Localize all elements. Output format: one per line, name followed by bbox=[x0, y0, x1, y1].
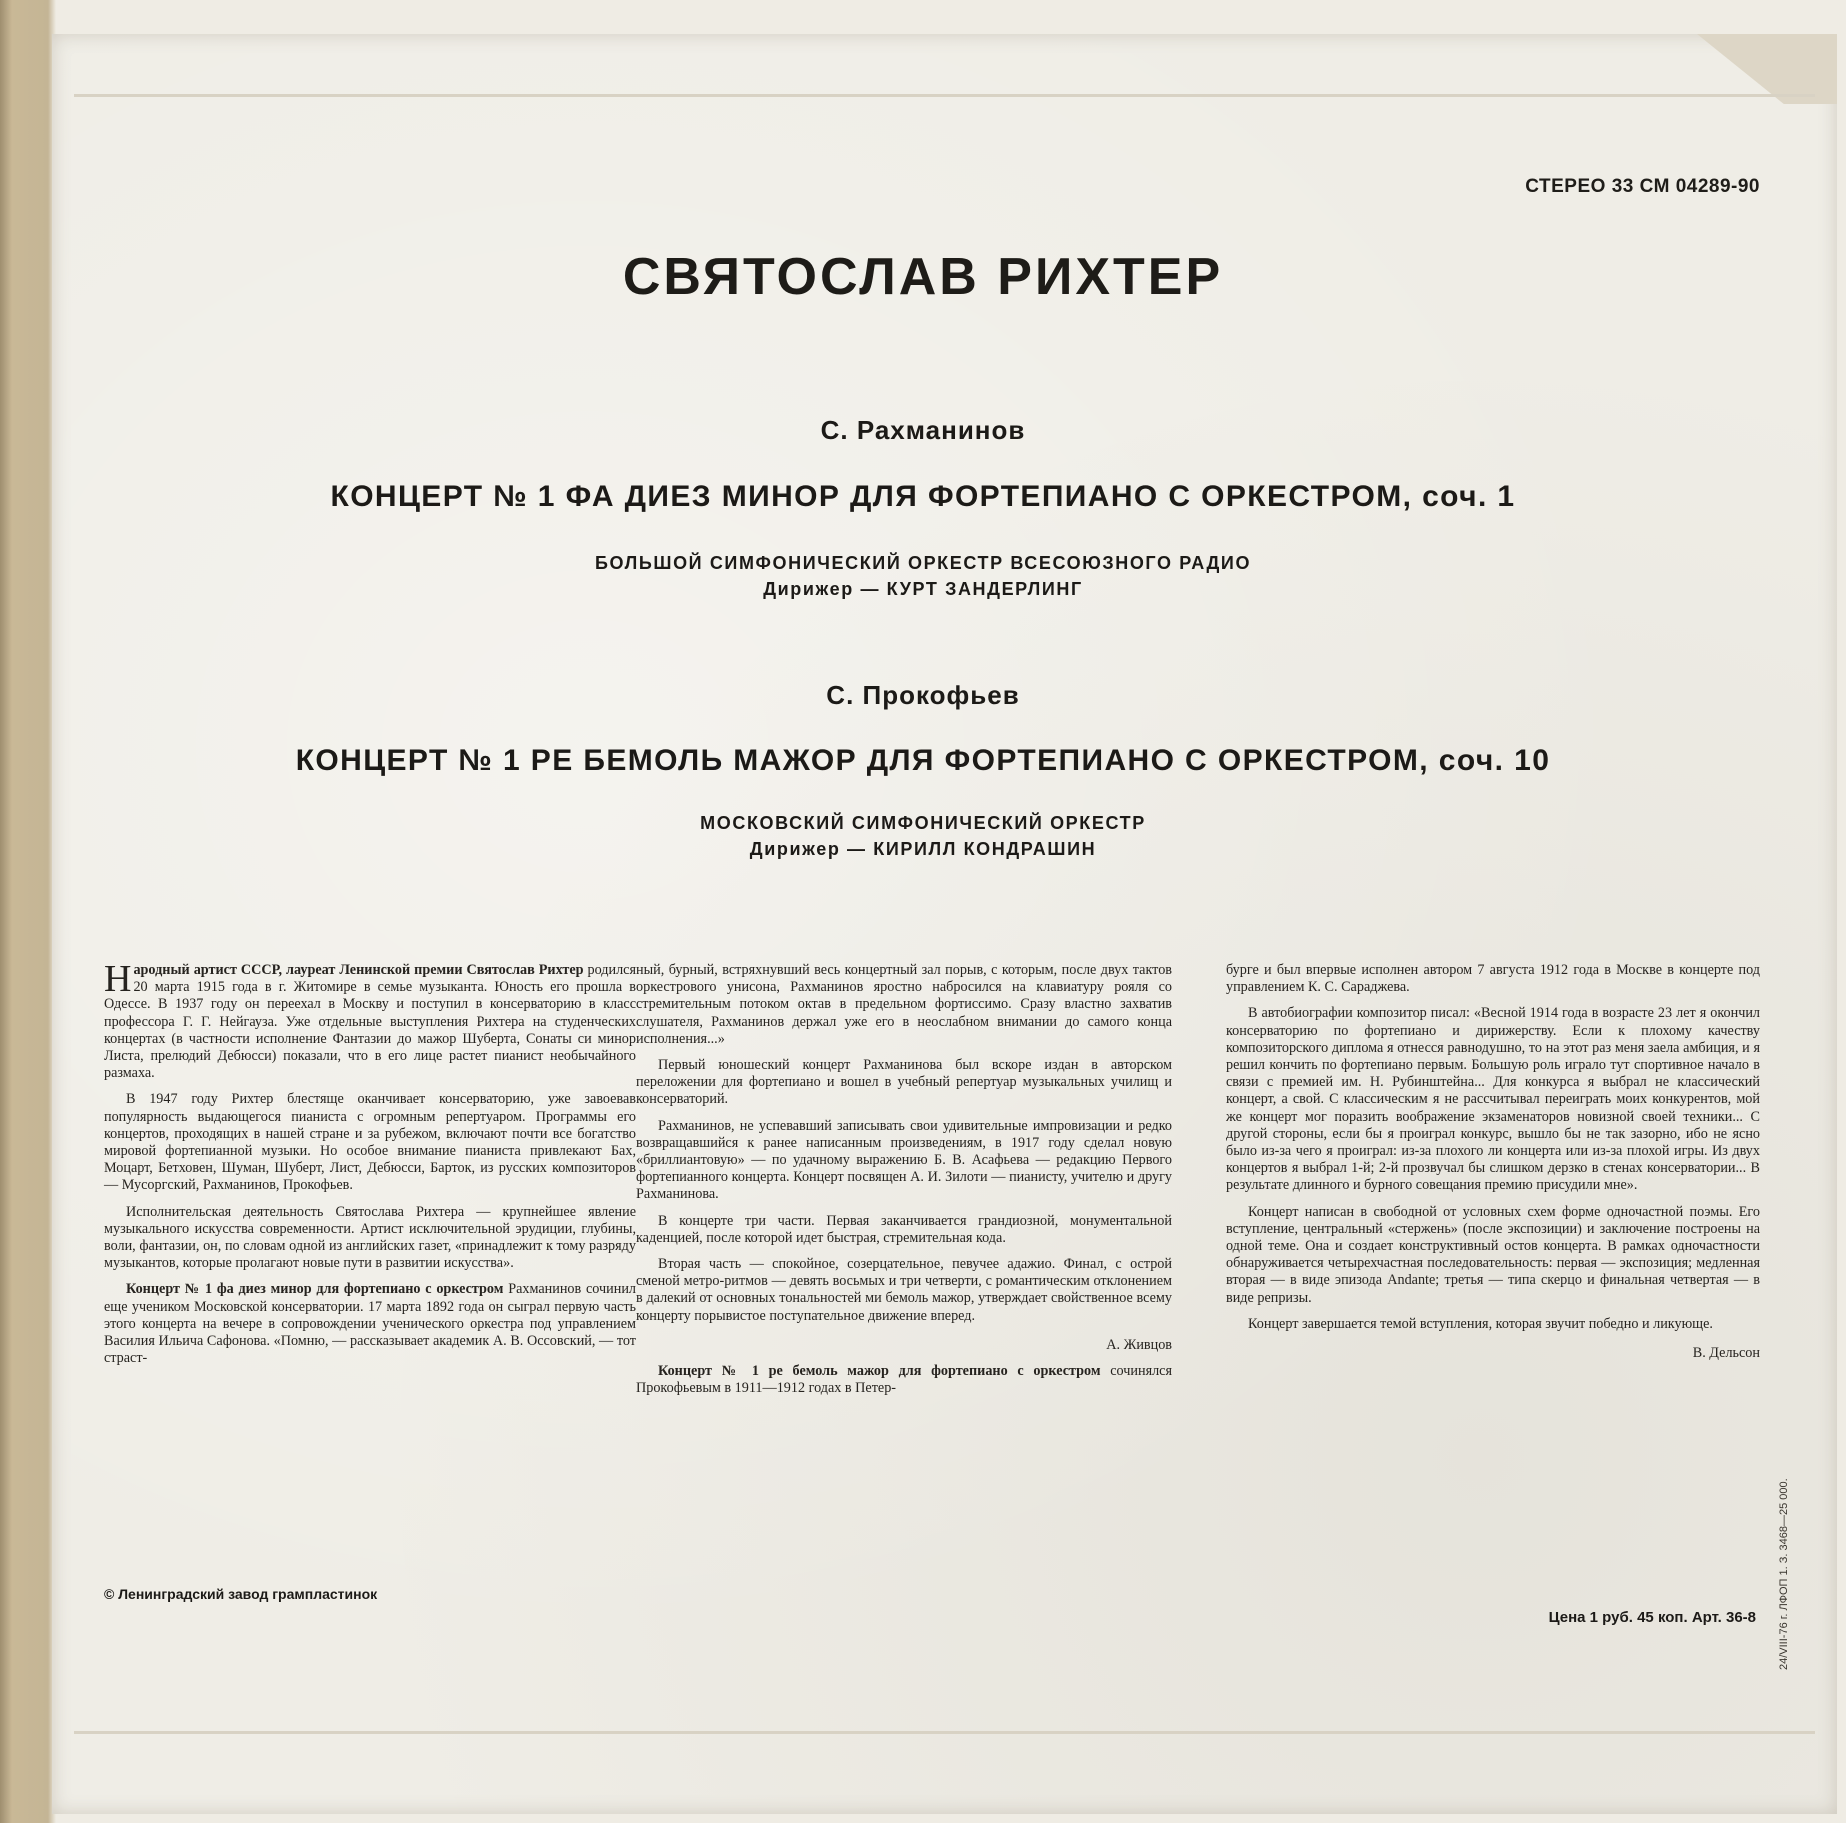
paragraph: Концерт написан в свободной от условных схем форме одночастной поэмы. Его вступление, центральный «стержень» (после экспозиции) и заключение построены на одной теме. Она и создает конструктивный остов концерта. В рамках одночастности обнаруживается четырехчастная последовательность: первая — экспозиция; медленная вторая — в виде эпизода Andante; третья — типа скерцо и финальная четвертая — в виде репризы. bbox=[1226, 1203, 1760, 1306]
paragraph: Вторая часть — спокойное, созерцательное, певучее адажио. Финал, с острой сменой метро-ритмов — девять восьмых и три четверти, с романтическим отклонением в далекий от основных тональностей ми бемоль мажор, утверждает свойственное всему концерту порывистое поступательное движение вперед. bbox=[636, 1256, 1172, 1324]
bottom-seam bbox=[74, 1731, 1815, 1734]
paragraph: В концерте три части. Первая заканчивается грандиозной, монументальной каденцией, после которой идет быстрая, стремительная кода. bbox=[636, 1212, 1172, 1246]
paragraph: Первый юношеский концерт Рахманинова был вскоре издан в авторском переложении для фортепиано и вошел в учебный репертуар музыкальных училищ и консерваторий. bbox=[636, 1057, 1172, 1108]
print-code: 24/VIII-76 г. ЛФОП 1. З. 3468—25 000. bbox=[1778, 1478, 1790, 1670]
price-label: Цена 1 руб. 45 коп. Арт. 36-8 bbox=[1548, 1609, 1756, 1626]
conductor-name: Дирижер — КИРИЛЛ КОНДРАШИН bbox=[749, 839, 1097, 859]
drop-cap: Н bbox=[104, 958, 132, 1000]
paragraph-text: сочинялся Прокофьевым в 1911—1912 годах в Петер- bbox=[636, 1363, 1172, 1397]
copyright-notice: © Ленинградский завод грампластинок bbox=[104, 1586, 378, 1602]
paragraph: ный, бурный, встряхнувший весь концертный зал порыв, с которым, после двух тактов оркестрового унисона, Рахманинов яростно набросился на клавиатуру рояля со стремительным потоком октав в предельном фортиссимо. Сразу властно захватив слушателя, Рахманинов держал уже его в неослабном внимании до самого конца исполнения...» bbox=[636, 962, 1172, 1047]
paragraph: В 1947 году Рихтер блестяще оканчивает консерваторию, уже завоевав популярность выдающегося пианиста с огромным репертуаром. Программы его концертов, проходящих в нашей стране и за рубежом, включают почти все богатство мировой фортепианной музыки. Но особое внимание пианиста привлекают Бах, Моцарт, Бетховен, Шуман, Шуберт, Лист, Дебюсси, Барток, из русских композиторов — Мусоргский, Рахманинов, Прокофьев. bbox=[104, 1091, 636, 1194]
work-title-rachmaninov: КОНЦЕРТ № 1 ФА ДИЕЗ МИНОР ДЛЯ ФОРТЕПИАНО С ОРКЕСТРОМ, соч. 1 bbox=[330, 480, 1516, 513]
author-signature: В. Дельсон bbox=[1692, 1345, 1760, 1362]
paragraph-text: Рахманинов сочинил еще учеником Московской консерватории. 17 марта 1892 года он сыграл первую часть этого концерта на вечере в сопровождении ученического оркестра под управлением Василия Ильича Сафонова. «Помню, — рассказывает академик А. В. Оссовский, — тот страст- bbox=[104, 1281, 636, 1367]
work-title-prokofiev: КОНЦЕРТ № 1 РЕ БЕМОЛЬ МАЖОР ДЛЯ ФОРТЕПИАНО С ОРКЕСТРОМ, соч. 10 bbox=[295, 744, 1551, 777]
lead-text: ародный артист СССР, лауреат Ленинской премии Святослав Рихтер bbox=[133, 962, 584, 978]
author-signature: А. Живцов bbox=[1106, 1336, 1172, 1353]
lead-text: Концерт № 1 фа диез минор для фортепиано с оркестром bbox=[126, 1281, 504, 1298]
artist-name: СВЯТОСЛАВ РИХТЕР bbox=[622, 248, 1224, 306]
performers-rachmaninov bbox=[0, 550, 1846, 602]
conductor-name: Дирижер — КУРТ ЗАНДЕРЛИНГ bbox=[763, 579, 1083, 599]
paragraph: Рахманинов, не успевавший записывать свои удивительные импровизации и редко возвращавшийся к ранее написанным произведениям, в 1917 году сделал новую «бриллиантовую» — по удачному выражению Б. В. Асафьева — редакцию Первого фортепианного концерта. Концерт посвящен А. И. Зилоти — пианисту, учителю и другу Рахманинова. bbox=[636, 1117, 1172, 1203]
paragraph bbox=[636, 1363, 1172, 1397]
paragraph bbox=[104, 958, 636, 1082]
liner-notes-column-3 bbox=[1226, 962, 1760, 1371]
lead-text: Концерт № 1 ре бемоль мажор для фортепиано с оркестром bbox=[658, 1363, 1101, 1380]
liner-notes-column-2 bbox=[636, 962, 1172, 1406]
paragraph-text: родился 20 марта 1915 года в г. Житомире в семье музыканта. Юность его прошла в Одессе. В 1937 году он переехал в Москву и поступил в консерваторию в класс профессора Г. Г. Нейгауза. Уже отдельные выступления Рихтера на студенческих концертах (в частности исполнение Фантазии до мажор Шуберта, Сонаты си минор Листа, прелюдий Дебюсси) показали, что в его лице растет пианист необычайного размаха. bbox=[104, 962, 636, 1082]
paragraph: Концерт завершается темой вступления, которая звучит победно и ликующе. bbox=[1248, 1315, 1713, 1332]
composer-prokofiev: С. Прокофьев bbox=[826, 680, 1020, 710]
paragraph: Исполнительская деятельность Святослава Рихтера — крупнейшее явление музыкального искусства современности. Артист исключительной эрудиции, глубины, воли, фантазии, он, по словам одной из английских газет, «принадлежит к тому разряду музыкантов, которые пролагают новые пути в развитии искусства». bbox=[104, 1203, 636, 1272]
orchestra-name: БОЛЬШОЙ СИМФОНИЧЕСКИЙ ОРКЕСТР ВСЕСОЮЗНОГО РАДИО bbox=[594, 553, 1252, 573]
orchestra-name: МОСКОВСКИЙ СИМФОНИЧЕСКИЙ ОРКЕСТР bbox=[700, 813, 1146, 833]
performers-prokofiev bbox=[0, 810, 1846, 862]
liner-notes-column-1 bbox=[104, 958, 636, 1376]
paragraph: В автобиографии композитор писал: «Весной 1914 года в возрасте 23 лет я окончил консерваторию по фортепиано и дирижерству. Если к плохому качеству композиторского диплома я отнесся равнодушно, то на этот раз меня заела амбиция, и я решил кончить по фортепиано первым. Большую роль играло тут спортивное начало в связи с премией им. Н. Рубинштейна... Для конкурса я выбрал не классический концерт, а свой. С классическим я не рассчитывал переиграть моих конкурентов, мой же концерт мог поразить воображение экзаменаторов новизной своей техники... С другой стороны, если бы я проиграл конкурс, вышло бы не так зазорно, ибо не ясно было из-за чего я проиграл: из-за плохого ли концерта или из-за плохой игры. Из двух концертов я выбрал 1-й; 2-й прозвучал бы слишком дерзко в стенах консерватории... В результате длинного и бурного совещания премию присудили мне». bbox=[1226, 1005, 1760, 1194]
paragraph bbox=[104, 1281, 636, 1367]
paragraph: бурге и был впервые исполнен автором 7 августа 1912 года в Москве в концерте под управлением К. С. Сараджева. bbox=[1226, 962, 1760, 996]
top-seam bbox=[74, 94, 1815, 97]
catalog-number: СТЕРЕО 33 СМ 04289-90 bbox=[1525, 176, 1760, 197]
composer-rachmaninov: С. Рахманинов bbox=[820, 415, 1026, 445]
